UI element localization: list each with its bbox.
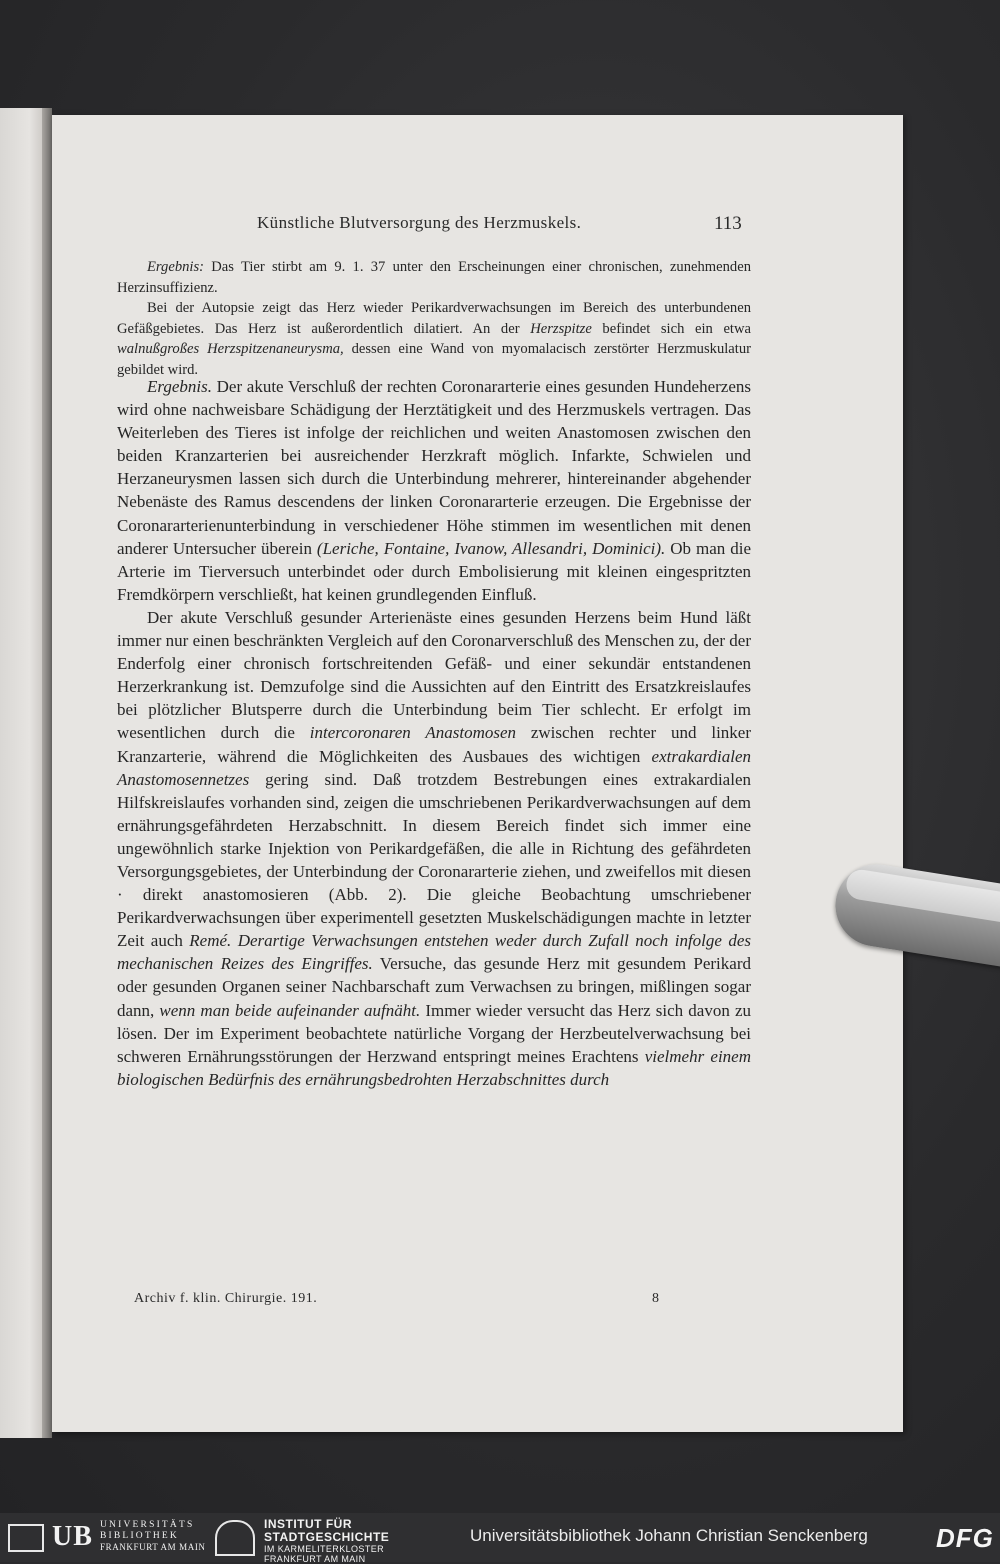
result-label: Ergebnis. [147, 377, 213, 396]
ub-name [100, 1520, 206, 1553]
journal-reference: Archiv f. klin. Chirurgie. 191. [134, 1291, 318, 1306]
text-run: gering sind. Daß trotzdem Bestrebungen eines extrakardialen Hilfskreislaufes vorhanden sind, zeigen die umschriebenen Perikardverwachsungen auf dem ernährungsgefährdeten Herzabschnitt. In diesem Bereich findet sich immer eine ungewöhnlich starke Injektion von Perikardgefäßen, die alle in Richtung des gefährdeten Versorgungsgebietes, der Unterbindung der Coronararterie ziehen, und zweifellos mit diesen · direkt anastomosieren (Abb. 2). Die gleiche Beobachtung umschriebener Perikardverwachsungen über experimentell gesetzten Muskelschädigungen machte in letzter Zeit auch [117, 769, 751, 951]
running-title: Künstliche Blutversorgung des Herzmuskels. [257, 213, 582, 232]
italic-run: extrakardialen Anastomosennetzes [117, 746, 751, 789]
isg-name [264, 1518, 389, 1564]
ub-logo [8, 1521, 98, 1555]
credits-bar [0, 1513, 1000, 1562]
text-run: Versuche, das gesunde Herz mit gesundem Perikard oder gesunden Organen seiner Nachbarschaft zum Verwachsen zu bringen, mißlingen sogar dann, [117, 954, 751, 1020]
library-credit: Universitätsbibliothek Johann Christian Senckenberg [470, 1526, 868, 1545]
text-run: Der akute Verschluß der rechten Coronararterie eines gesunden Hundeherzens wird ohne nachweisbare Schädigung der Herztätigkeit und des Herzmuskels vertragen. Das Weiterleben des Tieres ist infolge der reichlichen und weiten Anastomosen zwischen den beiden Kranzarterien bei ausreichender Herzkraft möglich. Infarkte, Schwielen und Herzaneurysmen lassen sich durch die Unterbindung mehrerer, hintereinander abgehender Nebenäste des Ramus descendens der linken Coronararterie erzeugen. Die Ergebnisse der Coronararterienunterbindung in verschiedener Höhe stimmen im wesentlichen mit denen anderer Untersucher überein [117, 377, 751, 558]
small-print-block [117, 257, 751, 380]
italic-run: intercoronaren Anastomosen [309, 723, 517, 743]
ub-line: BIBLIOTHEK [100, 1531, 179, 1541]
isg-line: INSTITUT FÜR [264, 1517, 352, 1531]
page-footer [52, 1291, 903, 1311]
italic-run: Herzspitze [530, 320, 592, 337]
isg-line: STADTGESCHICHTE [264, 1530, 390, 1544]
isg-line: FRANKFURT AM MAIN [264, 1554, 366, 1564]
main-text-block [117, 375, 751, 1091]
small-paragraph [117, 298, 751, 380]
ub-letters: UB [52, 1521, 93, 1552]
ub-line: FRANKFURT AM MAIN [100, 1542, 206, 1552]
isg-line: IM KARMELITERKLOSTER [264, 1544, 385, 1554]
isg-arch-icon [215, 1520, 255, 1556]
result-label: Ergebnis: [147, 259, 205, 275]
body-paragraph [117, 606, 751, 1091]
italic-run: vielmehr einem biologischen Bedürfnis des ernährungsbedrohten Herzabschnittes durch [117, 1046, 751, 1089]
author-list: (Leriche, Fontaine, Ivanow, Allesandri, Dominici). [316, 538, 666, 558]
text-run: befindet sich ein etwa [591, 320, 751, 337]
text-run: dessen eine Wand von myomalacisch zerstörter Herzmuskulatur gebildet wird. [117, 341, 751, 378]
text-run: zwischen rechter und linker Kranzarterie, während die Möglichkeiten des Ausbaues des wichtigen [117, 723, 751, 766]
text-run: Das Tier stirbt am 9. 1. 37 unter den Erscheinungen einer chronischen, zunehmenden Herzinsuffizienz. [117, 259, 751, 296]
text-run: Ob man die Arterie im Tierversuch unterbindet oder durch Embolisierung mit kleinen eingespritzten Fremdkörpern verschließt, hat keinen grundlegenden Einfluß. [117, 538, 751, 604]
dfg-logo: DFG [936, 1523, 994, 1553]
running-header [52, 213, 903, 237]
page-content [52, 115, 903, 1432]
text-run: Der akute Verschluß gesunder Arterienäste eines gesunden Herzens beim Hund läßt immer nur einen beschränkten Vergleich auf den Coronarverschluß des Menschen zu, der der Enderfolg einer chronisch fortschreitenden Gefäß- und einer sekundär entstandenen Herzerkrankung ist. Demzufolge sind die Aussichten auf den Eintritt des Ersatzkreislaufes bei plötzlicher Blutsperre durch die Unterbindung beim Tier schlecht. Er erfolgt im wesentlichen durch die [117, 607, 751, 743]
facing-page [0, 108, 42, 1438]
body-paragraph [117, 375, 751, 606]
ub-emblem-icon [8, 1524, 44, 1552]
italic-run: walnußgroßes Herzspitzenaneurysma, [117, 341, 344, 357]
ub-line: UNIVERSITÄTS [100, 1520, 195, 1530]
small-paragraph [117, 257, 751, 298]
italic-run: wenn man beide aufeinander aufnäht. [159, 1000, 421, 1020]
page-number: 113 [714, 213, 742, 234]
text-run: Bei der Autopsie zeigt das Herz wieder Perikardverwachsungen im Bereich des unterbundenen Gefäßgebietes. Das Herz ist außerordentlich dilatiert. An der [117, 300, 751, 337]
text-run: Immer wieder versucht das Herz sich davon zu lösen. Der im Experiment beobachtete natürliche Vorgang der Herzbeutelverwachsung bei schweren Ernährungsstörungen der Herzwand entspringt meines Erachtens [117, 1000, 752, 1066]
italic-run: Remé. Derartige Verwachsungen entstehen weder durch Zufall noch infolge des mechanischen Reizes des Eingriffes. [117, 931, 751, 974]
book-gutter [42, 108, 52, 1438]
signature-mark: 8 [652, 1291, 659, 1306]
